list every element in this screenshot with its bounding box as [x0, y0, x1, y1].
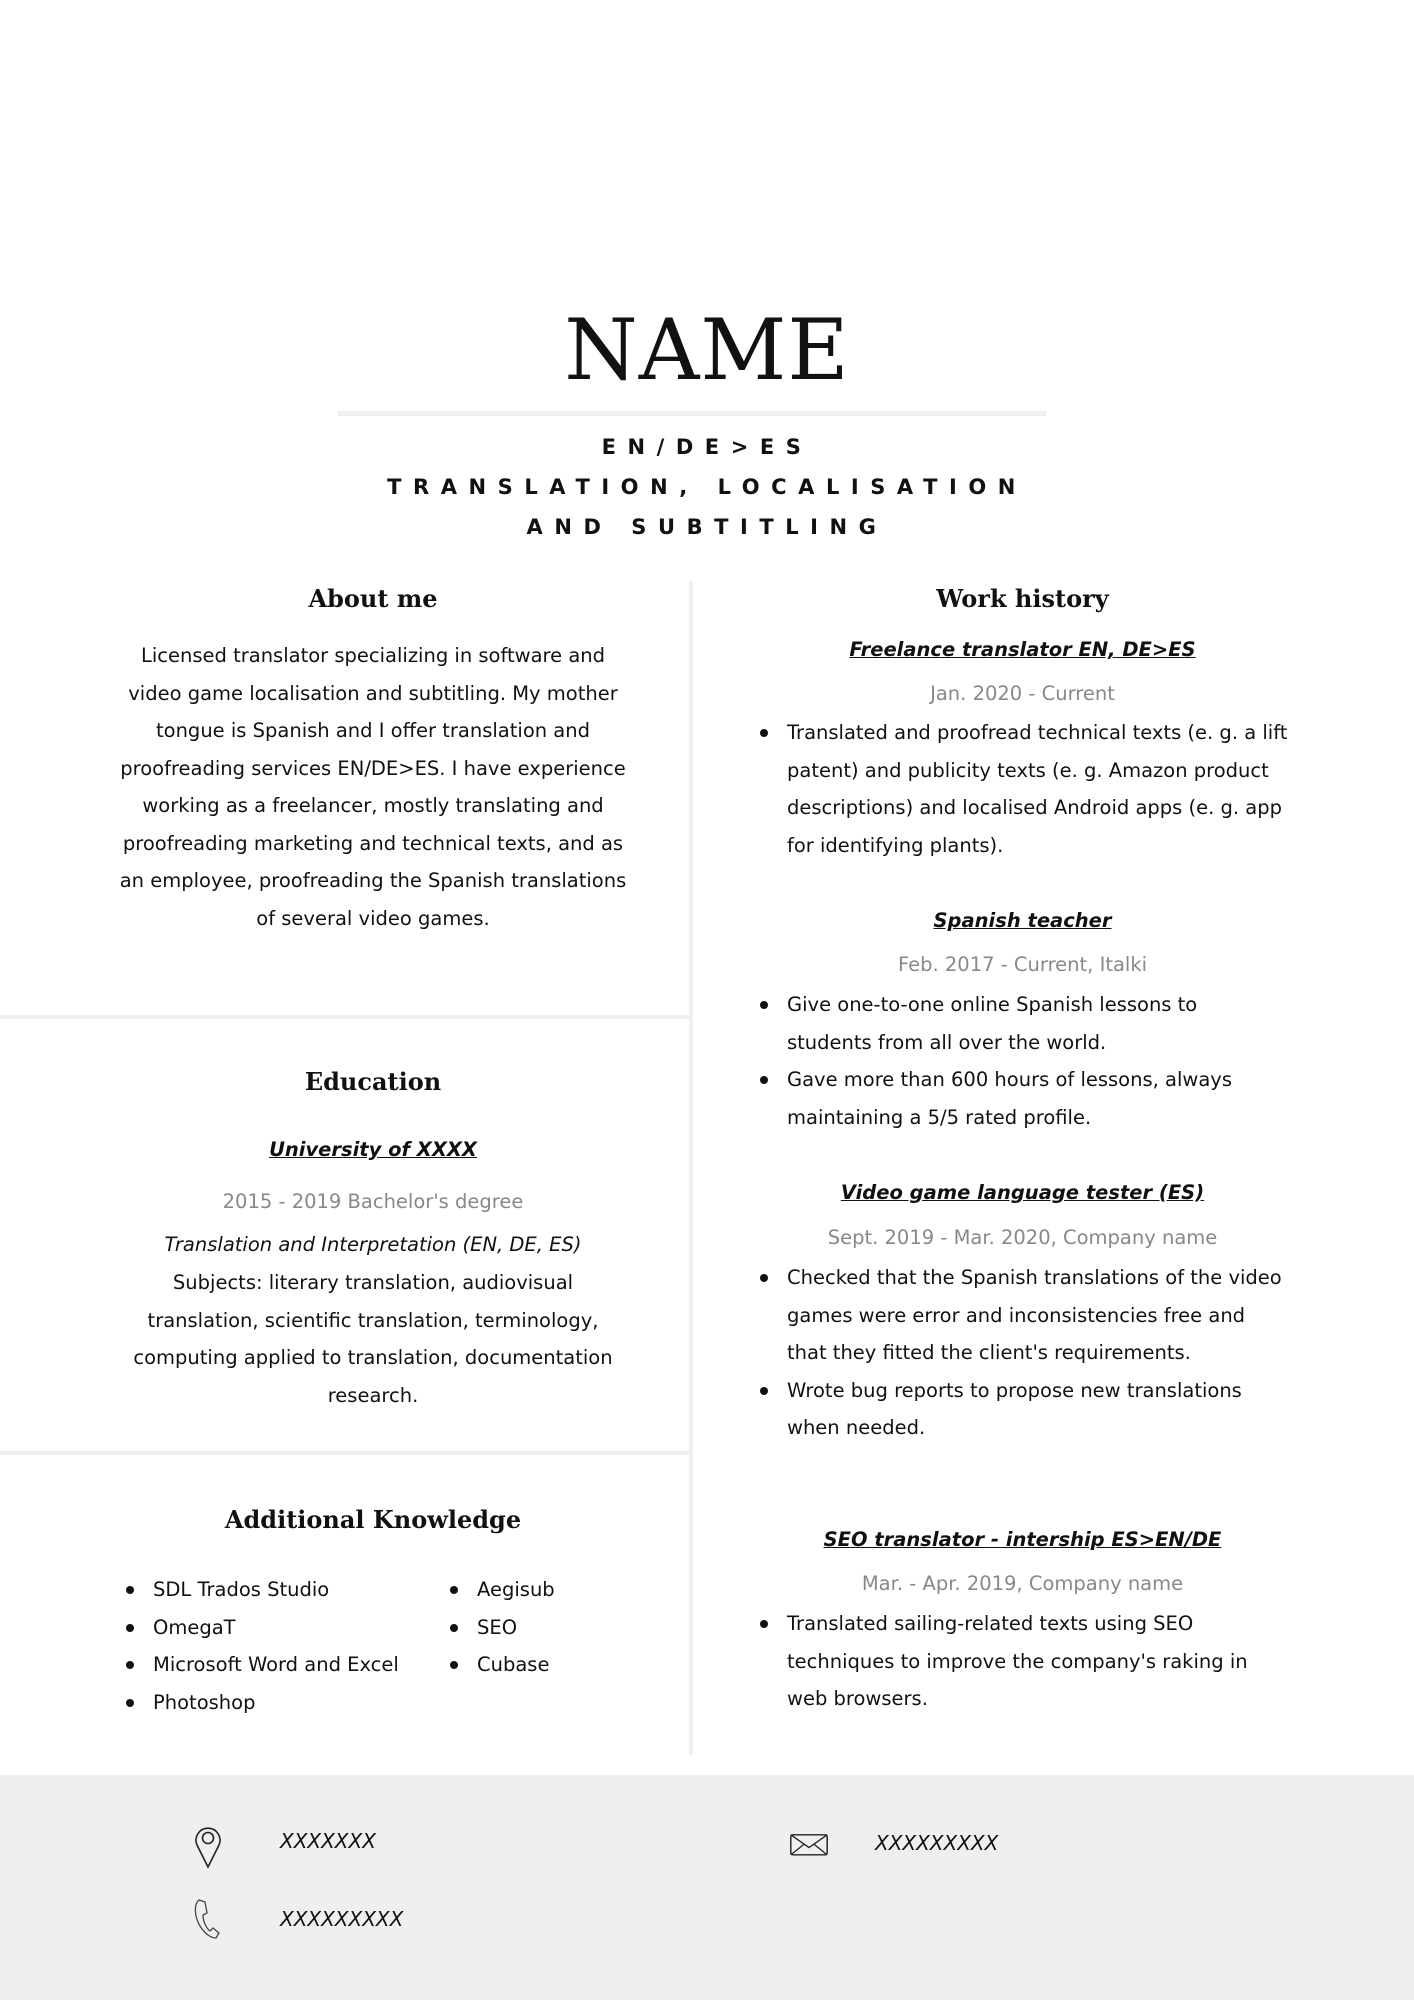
- contact-footer: [0, 1775, 1414, 2000]
- job-title: Video game language tester (ES): [840, 1181, 1205, 1204]
- list-item: Photoshop: [124, 1684, 454, 1722]
- job-date: Jan. 2020 - Current: [930, 682, 1115, 705]
- list-item: Give one-to-one online Spanish lessons to students from all over the world.: [758, 986, 1288, 1061]
- knowledge-heading: Additional Knowledge: [224, 1505, 522, 1534]
- list-item: Aegisub: [448, 1571, 668, 1609]
- job-title: Spanish teacher: [933, 909, 1112, 932]
- list-item: Wrote bug reports to propose new translations when needed.: [758, 1372, 1288, 1447]
- job-date: Feb. 2017 - Current, Italki: [897, 953, 1148, 976]
- list-item: SEO: [448, 1609, 668, 1647]
- job-bullets: [758, 986, 1288, 1136]
- education-subjects: Subjects: literary translation, audiovisual translation, scientific translation, terminology, computing applied to translation, documentation research.: [133, 1271, 613, 1407]
- email-envelope-icon: [789, 1820, 829, 1866]
- job-date: Sept. 2019 - Mar. 2020, Company name: [827, 1226, 1218, 1249]
- list-item: Cubase: [448, 1646, 668, 1684]
- job-bullets: [758, 714, 1298, 864]
- list-item: SDL Trados Studio: [124, 1571, 454, 1609]
- list-item: Checked that the Spanish translations of the video games were error and inconsistencies free and that they fitted the client's requirements.: [758, 1259, 1288, 1372]
- subtitle-languages: EN/DE>ES: [601, 435, 813, 459]
- subtitle-line-3: AND SUBTITLING: [526, 515, 888, 539]
- education-degree: Translation and Interpretation (EN, DE, ES): [164, 1233, 582, 1256]
- location-pin-icon: [188, 1823, 228, 1869]
- knowledge-list-1: [124, 1571, 454, 1721]
- work-heading: Work history: [936, 584, 1109, 613]
- phone-icon: [190, 1896, 230, 1942]
- section-divider: [0, 1015, 691, 1019]
- list-item: Microsoft Word and Excel: [124, 1646, 454, 1684]
- subtitle-line-2: TRANSLATION, LOCALISATION: [387, 475, 1027, 499]
- candidate-name: NAME: [564, 301, 850, 399]
- header-divider: [338, 411, 1046, 416]
- education-heading: Education: [304, 1067, 442, 1096]
- about-text: Licensed translator specializing in software and video game localisation and subtitling. My mother tongue is Spanish and I offer translation and proofreading services EN/DE>ES. I have experience working as a freelancer, mostly translating and proofreading marketing and technical texts, and as an employee, proofreading the Spanish translations of several video games.: [119, 644, 627, 930]
- contact-phone: XXXXXXXXX: [280, 1907, 404, 1931]
- job-bullets: [758, 1605, 1288, 1718]
- contact-email: XXXXXXXXX: [875, 1831, 999, 1855]
- list-item: Translated and proofread technical texts (e. g. a lift patent) and publicity texts (e. g. Amazon product descriptions) and localised Android apps (e. g. app for identifying plants).: [758, 714, 1298, 864]
- about-heading: About me: [308, 584, 438, 613]
- job-title: Freelance translator EN, DE>ES: [849, 638, 1196, 661]
- list-item: Translated sailing-related texts using SEO techniques to improve the company's raking in web browsers.: [758, 1605, 1288, 1718]
- contact-location: XXXXXXX: [280, 1829, 376, 1853]
- education-date: 2015 - 2019 Bachelor's degree: [222, 1190, 524, 1213]
- section-divider: [0, 1451, 691, 1455]
- job-date: Mar. - Apr. 2019, Company name: [861, 1572, 1184, 1595]
- education-school: University of XXXX: [269, 1138, 477, 1161]
- job-bullets: [758, 1259, 1288, 1447]
- column-divider: [689, 581, 693, 1755]
- job-title: SEO translator - intership ES>EN/DE: [823, 1528, 1222, 1551]
- list-item: Gave more than 600 hours of lessons, always maintaining a 5/5 rated profile.: [758, 1061, 1288, 1136]
- knowledge-list-2: [448, 1571, 668, 1684]
- list-item: OmegaT: [124, 1609, 454, 1647]
